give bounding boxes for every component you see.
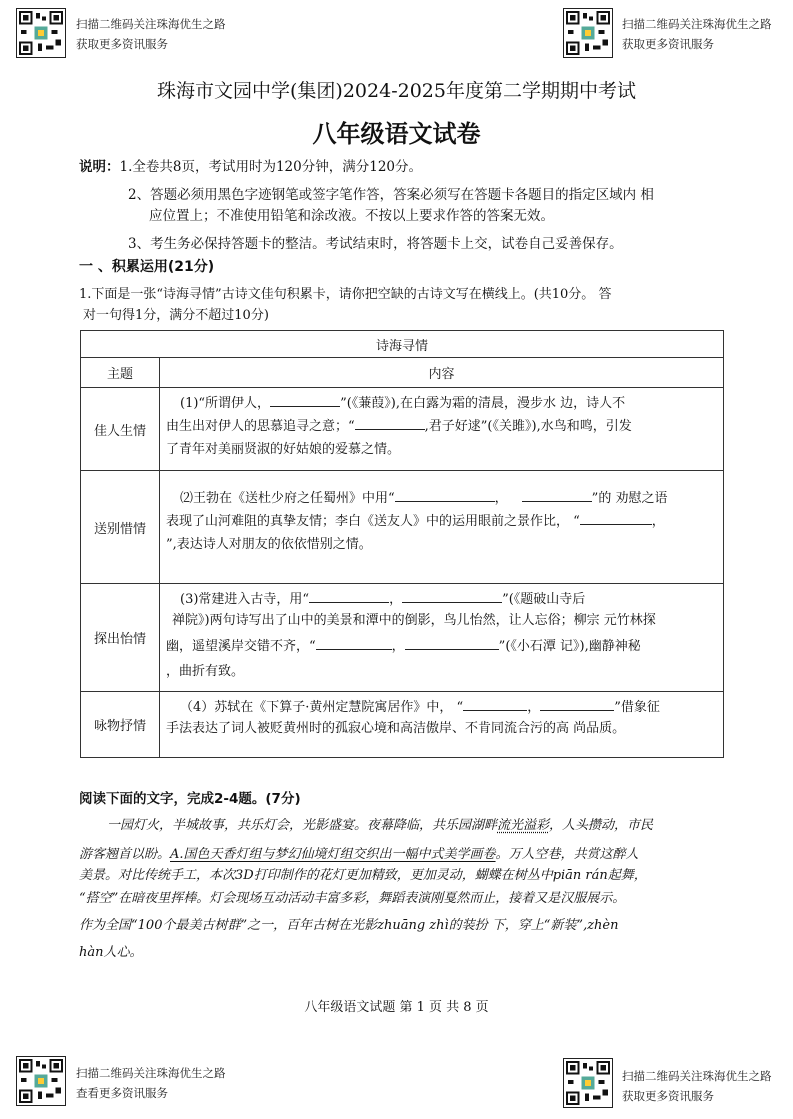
row-content (160, 584, 724, 692)
qr-caption-line: 查看更多资讯服务 (76, 1086, 168, 1100)
reading-line: hàn人心。 (79, 945, 143, 960)
exam-subtitle: 八年级语文试卷 (312, 120, 481, 148)
row-theme: 探出怡情 (81, 584, 160, 692)
row-content (160, 471, 724, 584)
row-theme: 咏物抒情 (81, 692, 160, 758)
content-text: ”(《题破山寺后 (502, 592, 586, 607)
reading-text: 游客翘首以盼。 (79, 847, 171, 862)
content-text: ， (391, 639, 405, 654)
instruction-text: 1.全卷共8页，考试用时为120分钟，满分120分。 (119, 159, 423, 175)
reading-text: ，人头攒动，市民 (549, 818, 654, 833)
row-content (160, 692, 724, 758)
row-theme: 送别惜情 (81, 471, 160, 584)
answer-blank[interactable] (405, 635, 499, 650)
answer-blank[interactable] (309, 588, 389, 603)
content-text: ”(《蒹葭》),在白露为霜的清晨，漫步水 边，诗人不 (340, 396, 626, 411)
qr-caption-line: 扫描二维码关注珠海优生之路 (622, 17, 772, 31)
content-text: ， (527, 700, 541, 715)
row-theme: 佳人生情 (81, 388, 160, 471)
content-text: 了青年对美丽贤淑的好姑娘的爱慕之情。 (166, 442, 401, 457)
row-content (160, 388, 724, 471)
content-text: 手法表达了词人被贬黄州时的孤寂心境和高洁傲岸、不肯同流合污的高 尚品质。 (166, 721, 626, 736)
content-text: (1)“所谓伊人， (180, 396, 271, 411)
answer-blank[interactable] (580, 510, 652, 525)
answer-blank[interactable] (540, 696, 614, 711)
qr-caption (76, 14, 226, 54)
instruction-line-4: 3、考生务必保持答题卡的整洁。考试结束时，将答题卡上交，试卷自己妥善保存。 (128, 236, 623, 252)
reading-line: 美景。对比传统手工，本次3D打印制作的花灯更加精致，更加灵动，蝴蝶在树丛中piān rán起舞， (79, 868, 647, 883)
instruction-line-2: 2、答题必须用黑色字迹钢笔或签字笔作答，答案必须写在答题卡各题目的指定区域内 相 (128, 187, 654, 203)
answer-blank[interactable] (402, 588, 502, 603)
qr-caption-line: 扫描二维码关注珠海优生之路 (76, 1066, 226, 1080)
qr-caption (76, 1063, 226, 1103)
content-text: ， (651, 514, 665, 529)
answer-blank[interactable] (522, 487, 592, 502)
reading-text: 一园灯火，半城故事，共乐灯会，光影盛宴。夜幕降临，共乐园湖畔 (107, 818, 498, 833)
content-text: ”的 劝慰之语 (591, 491, 668, 506)
content-text: （4）苏轼在《下算子·黄州定慧院寓居作》中， “ (180, 700, 464, 715)
exam-title: 珠海市文园中学(集团)2024-2025年度第二学期期中考试 (157, 80, 636, 102)
instruction-label: 说明： (79, 159, 120, 175)
reading-line: “搭空”在暗夜里挥棒。灯会现场互动活动丰富多彩，舞蹈表演刚戛然而止，接着又是汉服展示。 (79, 891, 626, 906)
poem-card-table (80, 330, 724, 758)
reading-line: 作为全国“100个最美古树群”之一，百年古树在光影zhuāng zhì的装扮 下，穿上“新装”,zhèn (79, 918, 619, 933)
qr-caption-line: 扫描二维码关注珠海优生之路 (622, 1069, 772, 1083)
reading-text-marked: 流光溢彩 (497, 818, 550, 833)
table-caption: 诗海寻情 (81, 331, 724, 358)
answer-blank[interactable] (316, 635, 392, 650)
qr-caption (622, 1066, 772, 1106)
table-row (81, 692, 724, 758)
content-text: ”借象征 (614, 700, 660, 715)
content-text: ⑵王勃在《送杜少府之任蜀州》中用“ (180, 491, 395, 506)
table-row (81, 584, 724, 692)
content-text: (3)常建进入古寺，用“ (180, 592, 310, 607)
answer-blank[interactable] (355, 415, 425, 430)
section-heading: 一 、积累运用(21分) (79, 259, 215, 275)
qr-caption-line: 扫描二维码关注珠海优生之路 (76, 17, 226, 31)
qr-caption-line: 获取更多资讯服务 (76, 37, 168, 51)
content-text: ,君子好逑”(《关雎》),水鸟和鸣，引发 (424, 419, 632, 434)
qr-caption-line: 获取更多资讯服务 (622, 37, 714, 51)
table-row (81, 388, 724, 471)
content-text: ，曲折有致。 (166, 664, 245, 679)
table-row (81, 471, 724, 584)
qr-code (563, 1058, 613, 1108)
page-footer: 八年级语文试题 第 1 页 共 8 页 (304, 1000, 489, 1015)
column-header-theme: 主题 (81, 358, 160, 388)
instruction-line-1 (79, 157, 422, 177)
content-text: 幽，遥望溪岸交错不齐，“ (166, 639, 316, 654)
reading-text-underlined: A.国色天香灯组与梦幻仙境灯组交织出一幅中式美学画卷 (170, 847, 496, 862)
column-header-content: 内容 (160, 358, 724, 388)
qr-code (563, 8, 613, 58)
answer-blank[interactable] (463, 696, 527, 711)
content-text: ， (389, 592, 403, 607)
content-text: ”(《小石潭 记》),幽静神秘 (498, 639, 641, 654)
reading-line (107, 814, 653, 838)
reading-text: 。万人空巷，共赏这醉人 (495, 847, 639, 862)
question-1-text: 1.下面是一张“诗海寻情”古诗文佳句积累卡，请你把空缺的古诗文写在横线上。(共10分。 答 (79, 287, 612, 302)
content-text: 表现了山河难阻的真挚友情；李白《送友人》中的运用眼前之景作比， “ (166, 514, 580, 529)
answer-blank[interactable] (270, 392, 340, 407)
question-1-text: 对一句得1分，满分不超过10分) (83, 308, 269, 323)
answer-blank[interactable] (395, 487, 495, 502)
reading-heading: 阅读下面的文字，完成2-4题。(7分) (79, 791, 301, 807)
qr-caption (622, 14, 772, 54)
content-text: 禅院》)两句诗写出了山中的美景和潭中的倒影，鸟儿怡然，让人忘俗；柳宗 元竹林探 (172, 613, 656, 628)
instruction-line-3: 应位置上；不准使用铅笔和涂改液。不按以上要求作答的答案无效。 (149, 208, 554, 224)
qr-caption-line: 获取更多资讯服务 (622, 1089, 714, 1103)
content-text: ， (494, 491, 508, 506)
content-text: ”,表达诗人对朋友的依依惜别之情。 (166, 537, 372, 552)
content-text: 由生出对伊人的思慕追寻之意；“ (166, 419, 355, 434)
qr-code (16, 1056, 66, 1106)
qr-code (16, 8, 66, 58)
